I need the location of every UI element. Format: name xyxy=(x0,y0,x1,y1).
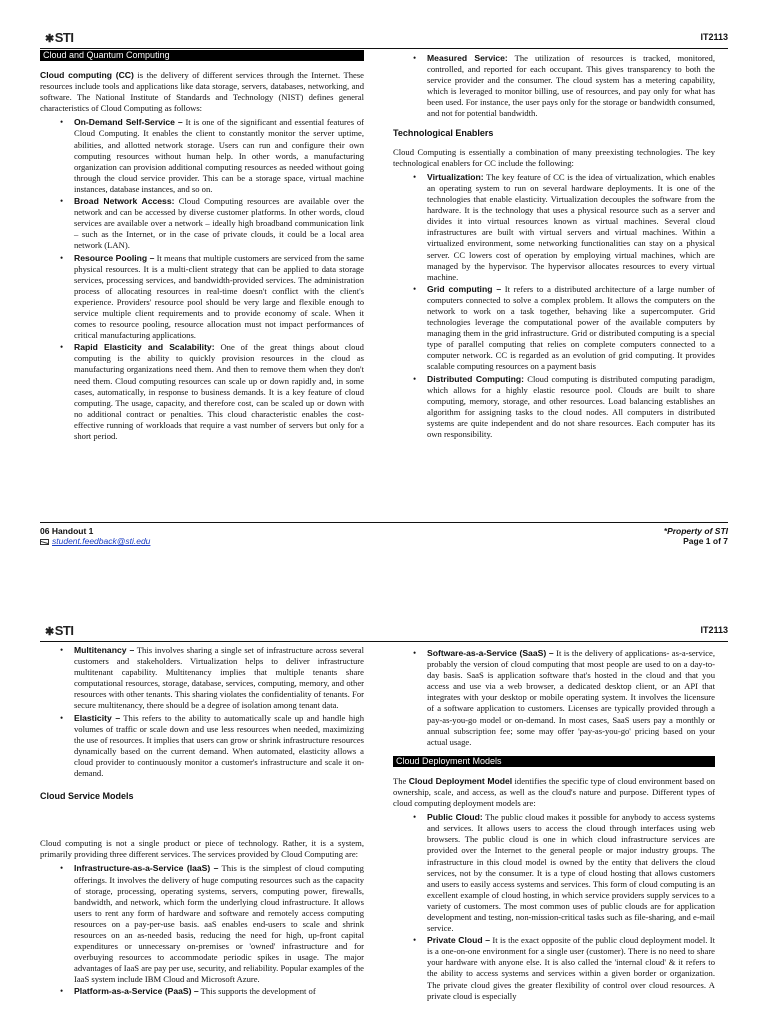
item-text: The public cloud makes it possible for anybody to access systems and services. It allows users to access the cloud through interfaces using web browsers. The public cloud is one in which cloud infrastructure services are provided over the Internet to the general people or major industry groups. The infrastructure in this cloud model is owned by the entity that delivers the cloud services, not by the consumer. It is a type of cloud hosting that allows customers and users to easily access systems and services. This form of cloud computing is an excellent example of cloud hosting, in which service providers supply services to a variety of customers. The most common uses of public clouds are for application development and testing, non-mission-critical tasks such as file-sharing, and e-mail service. xyxy=(427,812,715,934)
item-text: It is the exact opposite of the public cloud deployment model. It is a one-on-one environment for a single user (customer). There is no need to share your hardware with anyone else. It is also called the 'internal cloud' & it refers to the ability to access systems and services within a given border or organization. The private cloud gives the greater flexibility of control over cloud resources. A private cloud is especially xyxy=(427,935,715,1001)
handout-label: 06 Handout 1 xyxy=(40,526,94,536)
item-term: Broad Network Access: xyxy=(74,196,175,207)
list-item xyxy=(427,812,715,934)
item-text: This supports the development of xyxy=(198,986,316,997)
section-title-bar: Cloud and Quantum Computing xyxy=(40,50,364,61)
list-item xyxy=(427,374,715,441)
handout-page-2 xyxy=(0,615,768,1024)
item-term: Software-as-a-Service (SaaS) – xyxy=(427,648,554,658)
deployment-intro xyxy=(393,776,715,809)
item-term: Private Cloud – xyxy=(427,935,491,946)
page-header xyxy=(40,623,728,642)
page-number: Page 1 of 7 xyxy=(683,536,728,546)
list-item xyxy=(427,172,715,283)
item-text: Cloud Computing resources are available over the network and can be accessed by diverse customer platforms. In other words, cloud services are available over a network – ideally high broadband communication link – such as the Internet, or in the case of private clouds, it could be a local area network (LAN). xyxy=(74,196,364,251)
footer-left xyxy=(40,526,150,546)
course-code: IT2113 xyxy=(700,32,728,42)
intro-term: Cloud computing (CC) xyxy=(40,70,134,80)
item-term: Elasticity – xyxy=(74,712,121,723)
sti-logo xyxy=(45,30,73,45)
item-text: It is one of the significant and essential features of Cloud Computing. It enables the client to constantly monitor the server uptime, abilities, and allotted network storage. Users can run and configure their own computing resources without human help. In other words, a manufacturing organization can provision additional computing resources as needed without going through the cloud service provider. This can be a storage space, virtual machine instances, database instances, and so on. xyxy=(74,117,364,194)
list-item xyxy=(427,648,715,748)
list-item xyxy=(74,986,364,997)
item-term: Distributed Computing: xyxy=(427,373,525,384)
list-item xyxy=(74,645,364,712)
page-footer xyxy=(40,522,728,546)
right-column xyxy=(393,53,715,441)
left-column xyxy=(40,50,364,443)
left-column xyxy=(40,645,364,999)
sti-logo-mark-icon: ✱ xyxy=(45,33,54,45)
item-term: Multitenancy – xyxy=(74,645,135,655)
page-gap xyxy=(0,560,768,615)
sti-logo-mark-icon: ✱ xyxy=(45,626,54,638)
list-item xyxy=(74,713,364,780)
deployment-intro-pre: The xyxy=(393,775,409,786)
sti-logo xyxy=(45,623,73,638)
item-text: This is the simplest of cloud computing offerings. It involves the delivery of huge computing resources such as the capacity of storage, processing, operating systems, servers, computing power, firewalls, bandwidth, and network, which form the underlying cloud infrastructure. It allows users to rent any form of hardware and software and remotely access computing resources on a pay-per-use basis. aaS enables end-users to scale and shrink resources on an as-needed basis, reducing the need for high, up-front capital expenditures or unnecessary on-premises or 'owned' infrastructure and for overbuying resources to accommodate periodic spikes in usage. The major advantages of IaaS are pay per use, security, and reliability. Popular examples of the IaaS system include IBM Cloud and Microsoft Azure. xyxy=(74,863,364,985)
item-text: This involves sharing a single set of infrastructure across several customers and stakeholders. Virtualization helps to deliver infrastructure multitenant capability. Multitenancy implies that multiple tenants share computational resources, storage, database, services, computing, memory, and other resources with other tenants. This sharing violates the confidentiality of tenants. For secure multitenancy, there should be a degree of isolation among tenant data. xyxy=(74,645,364,711)
course-code: IT2113 xyxy=(700,625,728,635)
service-models-intro: Cloud computing is not a single product or piece of technology. Rather, it is a system, primarily providing three different services. The services provided by Cloud Computing are: xyxy=(40,838,364,860)
intro-text: is the delivery of different services through the Internet. These resources include tools and applications like data storage, servers, databases, networking, and software. The National Institute of Standards and Technology (NIST) defines general characteristics of Cloud Computing as follows: xyxy=(40,70,364,114)
item-term: Rapid Elasticity and Scalability: xyxy=(74,342,215,353)
intro-paragraph xyxy=(40,70,364,114)
deployment-section-bar: Cloud Deployment Models xyxy=(393,756,715,767)
item-text: The utilization of resources is tracked, monitored, controlled, and reported for each occupant. This gives transparency to both the service provider and the consumer. The cloud system has a metering capability, which is leveraged to monitor billing, use of resources, and pay only for what has been used. For instance, the user pays only for the storage or bandwidth consumed, and not for potential bandwidth. xyxy=(427,53,715,119)
item-text: Cloud computing is distributed computing paradigm, which allows for a highly elastic resource pool. Clouds are built to share computing, memory, storage, and other resources. Load balancing establishes an algorithm for assigning tasks to the cloud nodes. All computers in distributed systems are quite independent and do not share resources. Each computer has its own responsibility. xyxy=(427,373,715,439)
item-text: One of the great things about cloud computing is the ability to quickly provision resources in the cloud as manufacturing organizations need them. And then to remove them when they don't need them. Cloud computing resources can scale up or down rapidly and, in some cases, automatically, in response to business demands. It is a key feature of cloud computing. The usage, capacity, and therefore cost, can be scaled up or down with no additional contract or penalties. This cloud characteristic enables the cost-effective running of workloads that require a vast number of servers but only for a short period. xyxy=(74,342,364,441)
sti-logo-text: STI xyxy=(54,623,74,638)
item-term: Resource Pooling – xyxy=(74,252,155,263)
item-term: Public Cloud: xyxy=(427,812,483,823)
item-text: It refers to a distributed architecture of a large number of computers connected to solve a complex problem. It allows the computers on the network to work on a task together, behaving like a supercomputer. Grid technologies leverage the computational power of the available computers by managing them in the grid infrastructure. Grid or distributed computing is a special type of parallel computing that relies on complete computers connected to a computer network. CC is regarded as an evolution of grid computing. It provides scalable computing resources on a payment basis xyxy=(427,283,715,372)
service-models-list xyxy=(40,863,364,997)
list-item xyxy=(74,863,364,985)
item-text: This refers to the ability to automatically scale up and handle high volumes of traffic or scale down and use less resources when needed, maximizing the use of resources. It implies that users can grow or shrink infrastructure resources dynamically based on the current demand. When automated, elasticity allows a cloud provider to continuously monitor a customer's infrastructure and scale it on-demand. xyxy=(74,712,364,779)
item-text: The key feature of CC is the idea of virtualization, which enables an operating system to run on several hardware deployments. It is one of the technologies that enable elasticity. Virtualization decouples the software from the hardware. It is the technology that uses a physical resource such as a server and divides it into virtual resources known as virtual machines. Several cloud infrastructures are built with virtual servers and virtual machines. Within a virtualized environment, some networking functionalities can stay on a physical server. CC lowers cost of operation by employing virtual machines, which are managed by the hypervisor. The hypervisor allocates resources to every virtual machine. xyxy=(427,171,715,282)
deployment-intro-text: identifies the specific type of cloud environment based on ownership, scale, and access, as well as the cloud's nature and purpose. Different types of cloud computing deployment models are: xyxy=(393,775,716,809)
enablers-intro: Cloud Computing is essentially a combination of many preexisting technologies. The key technological enablers for CC include the following: xyxy=(393,146,715,168)
item-term: Platform-as-a-Service (PaaS) – xyxy=(74,986,199,997)
list-item xyxy=(74,196,364,251)
list-item xyxy=(427,284,715,373)
enablers-list xyxy=(393,172,715,440)
right-column xyxy=(393,648,715,1003)
item-term: Measured Service: xyxy=(427,53,508,63)
item-text: It means that multiple customers are serviced from the same physical resources. It is a multi-client strategy that can be applied to data storage services, processing services, and bandwidth-provided services. The administration process of allocating resources in real-time doesn't conflict with the client's experience. Providers' resource pool should be very large and flexible enough to service multiple client requirements and to provide economy of scale. When it comes to resource pooling, resource allocation must not impact performances of critical manufacturing applications. xyxy=(74,252,365,341)
feedback-email-link[interactable]: student.feedback@sti.edu xyxy=(52,536,151,546)
footer-right xyxy=(664,526,728,546)
saas-list xyxy=(393,648,715,748)
deployment-list xyxy=(393,812,715,1002)
deployment-intro-term: Cloud Deployment Model xyxy=(408,775,513,786)
service-models-heading: Cloud Service Models xyxy=(40,791,134,802)
item-term: On-Demand Self-Service – xyxy=(74,117,183,128)
list-item xyxy=(74,342,364,442)
list-item xyxy=(427,53,715,120)
measured-list xyxy=(393,53,715,120)
list-item xyxy=(74,117,364,195)
list-item xyxy=(427,935,715,1002)
characteristics-list xyxy=(40,117,364,442)
enablers-heading: Technological Enablers xyxy=(393,127,494,138)
sti-logo-text: STI xyxy=(54,30,74,45)
property-notice: *Property of STI xyxy=(663,526,728,536)
item-text: It is the delivery of applications- as-a-service, probably the version of cloud computing that most people are used to on a day-to-day basis. SaaS is application software that's hosted in the cloud and that you access and use via a web browser, a dedicated desktop client, or an API that integrates with your desktop or mobile operating system. It involves the licensure of a software application to customers. Licenses are typically provided through a pay-as-you-go model or on-demand. In most cases, SaaS users pay a monthly or annual subscription fee; some may offer 'pay-as-you-go' pricing based on your actual usage. xyxy=(427,648,715,747)
concept-list xyxy=(40,645,364,779)
item-term: Infrastructure-as-a-Service (IaaS) – xyxy=(74,863,219,874)
page-header xyxy=(40,30,728,49)
envelope-icon xyxy=(40,539,49,545)
item-term: Grid computing – xyxy=(427,283,502,294)
item-term: Virtualization: xyxy=(427,171,484,182)
list-item xyxy=(74,253,364,342)
